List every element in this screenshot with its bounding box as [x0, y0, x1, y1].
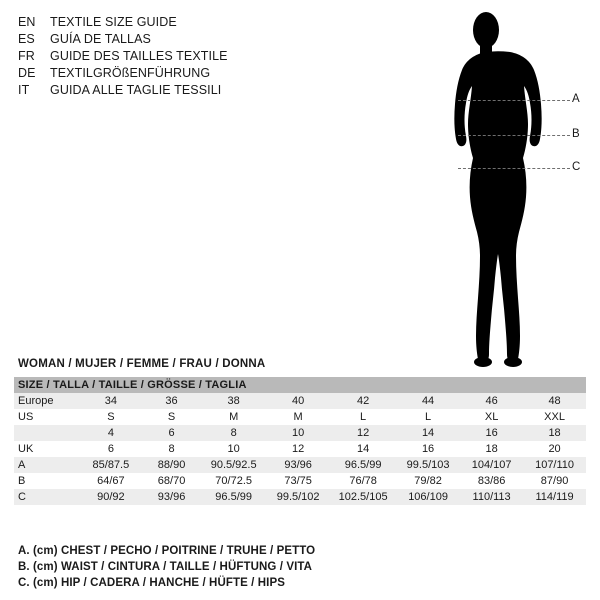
measure-label-c: C [572, 161, 581, 173]
table-cell: S [80, 409, 142, 425]
table-row [14, 425, 586, 441]
table-cell: 18 [460, 441, 523, 457]
table-cell: 40 [266, 393, 330, 409]
legend-item-b: B. (cm) WAIST / CINTURA / TAILLE / HÜFTUNG / VITA [18, 561, 313, 573]
table-cell: 14 [396, 425, 460, 441]
table-cell: 93/96 [142, 489, 201, 505]
table-cell: 88/90 [142, 457, 201, 473]
measure-line-c [458, 168, 570, 169]
language-title: TEXTILE SIZE GUIDE [50, 15, 177, 29]
table-cell: 104/107 [460, 457, 523, 473]
measurement-legend [18, 543, 578, 591]
table-row [14, 489, 586, 505]
table-cell: 96.5/99 [201, 489, 266, 505]
language-title: GUÍA DE TALLAS [50, 32, 151, 46]
table-cell: 99.5/103 [396, 457, 460, 473]
table-row [14, 441, 586, 457]
table-cell: 10 [266, 425, 330, 441]
row-label: A [14, 457, 80, 473]
table-cell: 46 [460, 393, 523, 409]
measure-line-b [458, 135, 570, 136]
table-cell: 8 [201, 425, 266, 441]
table-cell: 12 [330, 425, 396, 441]
language-code: FR [18, 49, 35, 63]
table-header-row [14, 377, 586, 393]
table-row [14, 409, 586, 425]
legend-item-a: A. (cm) CHEST / PECHO / POITRINE / TRUHE / PETTO [18, 545, 316, 557]
language-code: DE [18, 66, 36, 80]
table-cell: 70/72.5 [201, 473, 266, 489]
language-row [18, 31, 308, 48]
table-cell: 102.5/105 [330, 489, 396, 505]
table-cell: XL [460, 409, 523, 425]
table-cell: 38 [201, 393, 266, 409]
table-row [14, 393, 586, 409]
table-row [14, 457, 586, 473]
table-cell: 106/109 [396, 489, 460, 505]
table-cell: 96.5/99 [330, 457, 396, 473]
table-cell: 16 [460, 425, 523, 441]
table-cell: 8 [142, 441, 201, 457]
table-cell: 87/90 [523, 473, 586, 489]
table-cell: L [330, 409, 396, 425]
row-label: Europe [14, 393, 80, 409]
language-row [18, 82, 308, 99]
language-code: ES [18, 32, 35, 46]
legend-item-c: C. (cm) HIP / CADERA / HANCHE / HÜFTE / HIPS [18, 577, 286, 589]
table-cell: 64/67 [80, 473, 142, 489]
table-cell: 6 [80, 441, 142, 457]
table-cell: 114/119 [523, 489, 586, 505]
language-row [18, 48, 308, 65]
measure-line-a [458, 100, 570, 101]
language-title-list [18, 14, 308, 99]
table-cell: 6 [142, 425, 201, 441]
table-cell: L [396, 409, 460, 425]
table-cell: 12 [266, 441, 330, 457]
table-cell: 73/75 [266, 473, 330, 489]
body-silhouette-icon [420, 8, 590, 368]
table-cell: XXL [523, 409, 586, 425]
table-cell: 10 [201, 441, 266, 457]
table-cell: 42 [330, 393, 396, 409]
table-row [14, 473, 586, 489]
row-label: US [14, 409, 80, 425]
table-cell: 20 [523, 441, 586, 457]
row-label: C [14, 489, 80, 505]
table-cell: 68/70 [142, 473, 201, 489]
table-cell: 76/78 [330, 473, 396, 489]
table-cell: 93/96 [266, 457, 330, 473]
table-cell: 4 [80, 425, 142, 441]
table-group-title: WOMAN / MUJER / FEMME / FRAU / DONNA [18, 358, 266, 370]
table-cell: 90/92 [80, 489, 142, 505]
table-cell: 83/86 [460, 473, 523, 489]
table-cell: 90.5/92.5 [201, 457, 266, 473]
row-label: B [14, 473, 80, 489]
table-cell: 14 [330, 441, 396, 457]
table-cell: M [266, 409, 330, 425]
row-label [14, 425, 80, 441]
table-cell: 110/113 [460, 489, 523, 505]
table-cell: S [142, 409, 201, 425]
language-title: GUIDA ALLE TAGLIE TESSILI [50, 83, 222, 97]
table-cell: 107/110 [523, 457, 586, 473]
measure-label-b: B [572, 128, 580, 140]
table-cell: 85/87.5 [80, 457, 142, 473]
table-cell: 99.5/102 [266, 489, 330, 505]
table-cell: 16 [396, 441, 460, 457]
language-title: GUIDE DES TAILLES TEXTILE [50, 49, 228, 63]
language-code: IT [18, 83, 30, 97]
language-code: EN [18, 15, 36, 29]
measure-label-a: A [572, 93, 580, 105]
language-title: TEXTILGRÖßENFÜHRUNG [50, 66, 211, 80]
female-silhouette-figure [420, 8, 590, 368]
table-cell: 79/82 [396, 473, 460, 489]
row-label: UK [14, 441, 80, 457]
table-cell: 18 [523, 425, 586, 441]
language-row [18, 65, 308, 82]
size-table [14, 377, 586, 505]
table-cell: 44 [396, 393, 460, 409]
table-cell: 34 [80, 393, 142, 409]
table-header-label: SIZE / TALLA / TAILLE / GRÖSSE / TAGLIA [14, 377, 586, 393]
table-cell: M [201, 409, 266, 425]
table-cell: 36 [142, 393, 201, 409]
language-row [18, 14, 308, 31]
table-cell: 48 [523, 393, 586, 409]
